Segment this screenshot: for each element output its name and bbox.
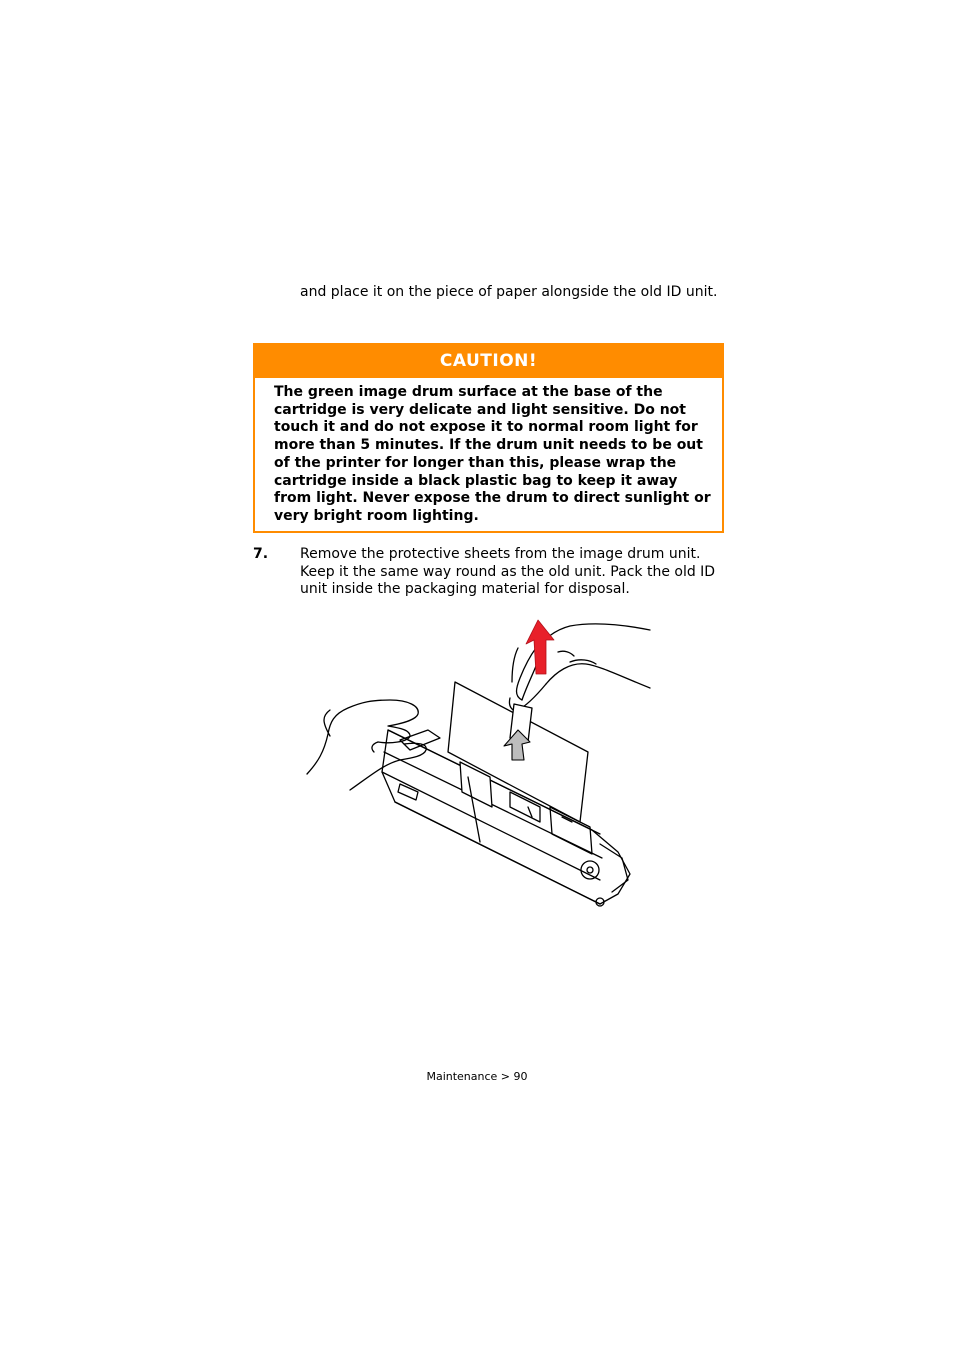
step-number: 7. bbox=[253, 546, 269, 562]
caution-box bbox=[253, 343, 724, 533]
caution-title: CAUTION! bbox=[255, 345, 722, 378]
drum-removal-illustration bbox=[300, 612, 660, 912]
step-text: Remove the protective sheets from the image drum unit. Keep it the same way round as the old unit. Pack the old ID unit inside the packaging material for disposal. bbox=[300, 546, 716, 598]
intro-paragraph: and place it on the piece of paper alongside the old ID unit. bbox=[300, 284, 718, 300]
red-up-arrow bbox=[526, 620, 554, 674]
caution-text: The green image drum surface at the base of the cartridge is very delicate and light sensitive. Do not touch it and do not expose it to normal room light for more than 5 minutes. If the drum unit needs to be out of the printer for longer than this, please wrap the cartridge inside a black plastic bag to keep it away from light. Never expose the drum to direct sunlight or very bright room lighting. bbox=[274, 384, 711, 524]
page-footer: Maintenance > 90 bbox=[426, 1070, 528, 1083]
